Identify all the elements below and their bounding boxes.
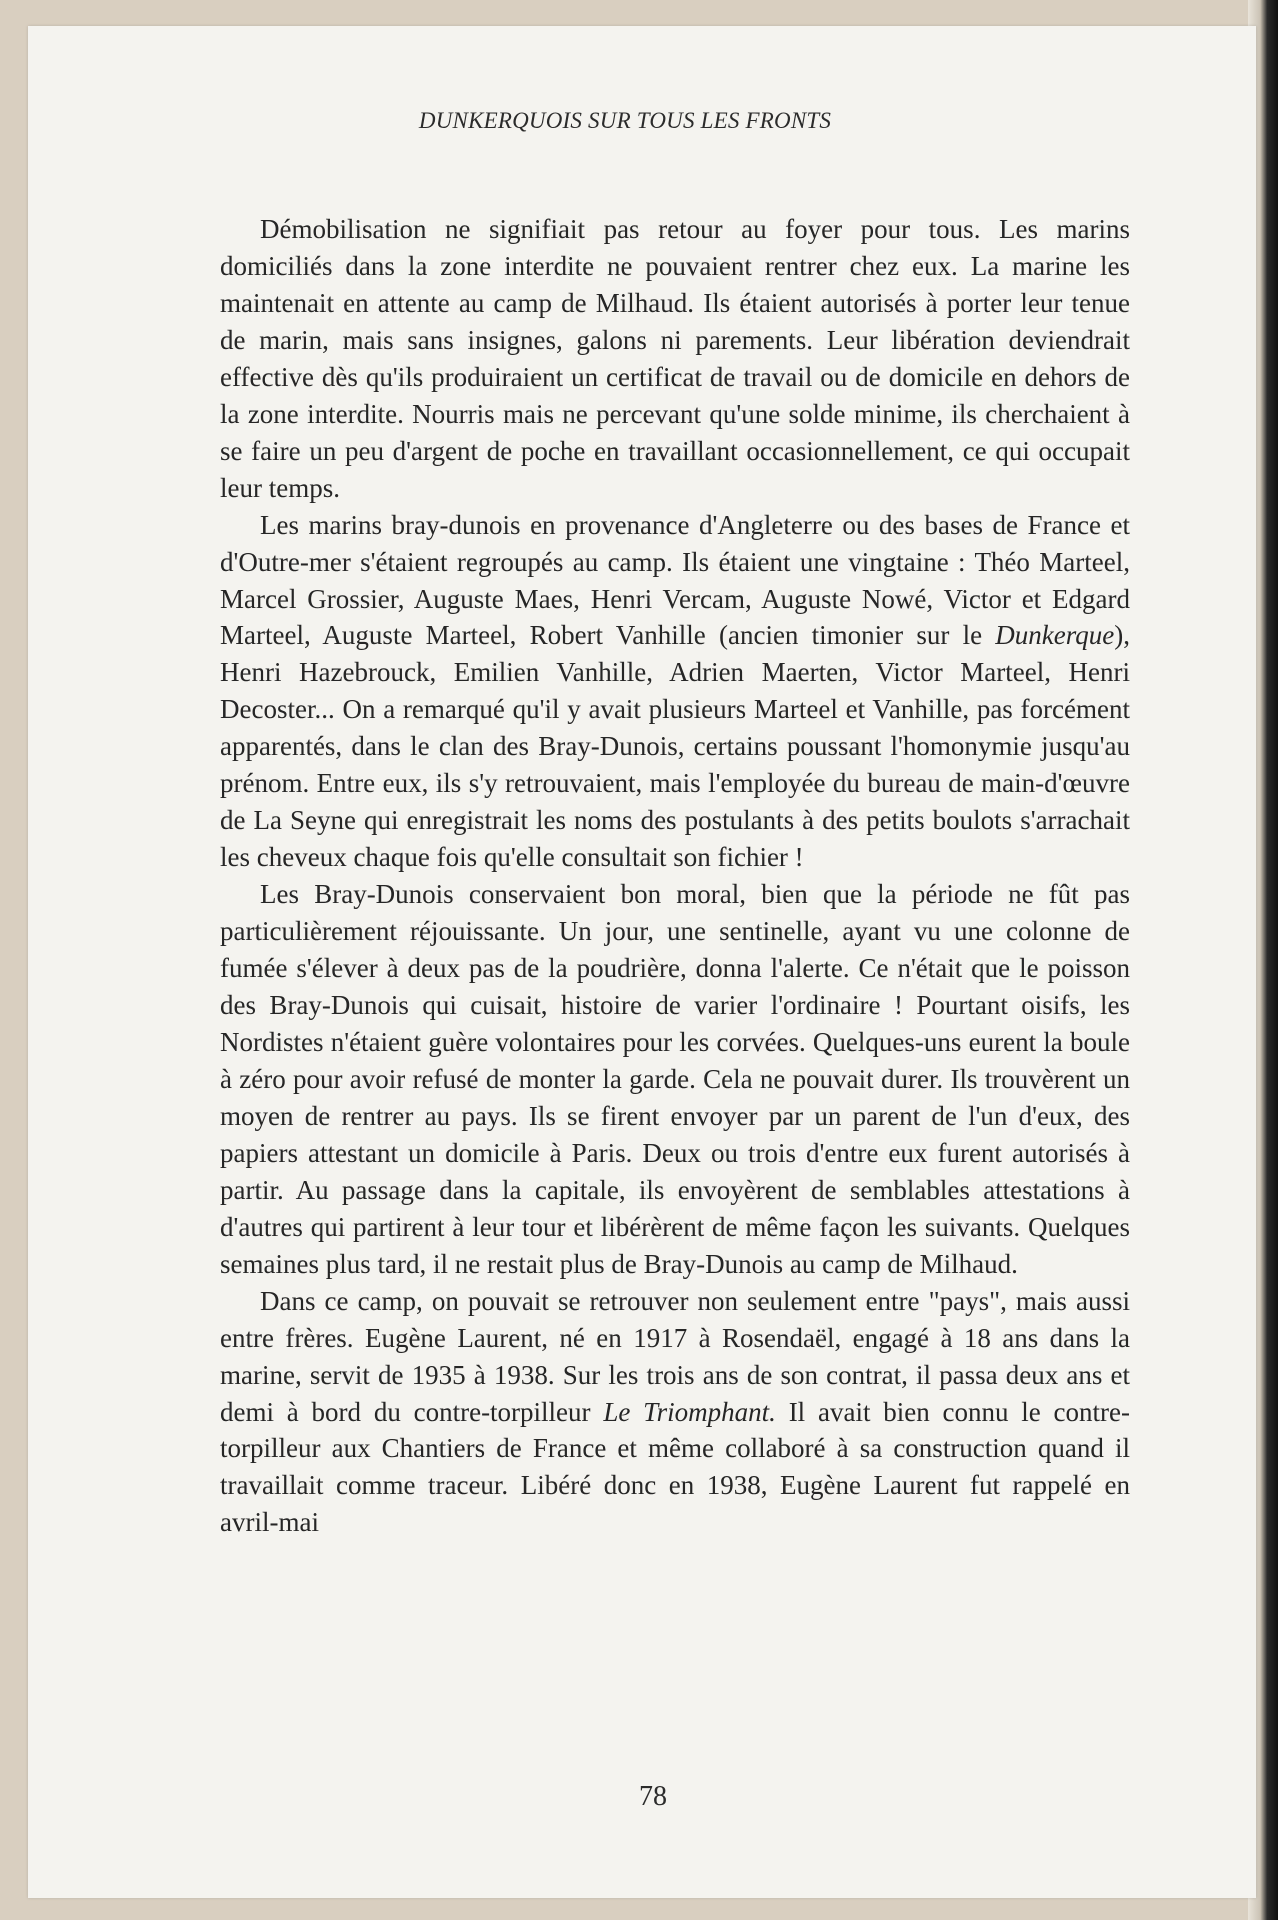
paragraph-4-part-a: Dans ce camp, on pouvait se retrouver non seulement entre "pays", mais aussi entre frères. Eugène Laurent, né en 1917 à Rosendaël, engagé à 18 ans dans la marine, servit de 1935 à 1938. Sur les trois ans de son contrat, il passa deux ans et demi à bord du contre-torpilleur xyxy=(220,1285,1130,1427)
paragraph-2 xyxy=(220,507,1130,877)
paragraph-4-part-b: Il avait bien connu le contre-torpilleur aux Chantiers de France et même collaboré à sa construction quand il travaillait comme traceur. Libéré donc en 1938, Eugène Laurent fut rappelé en avril-mai xyxy=(220,1396,1130,1538)
running-head: DUNKERQUOIS SUR TOUS LES FRONTS xyxy=(418,108,832,133)
paragraph-2-part-b: ), Henri Hazebrouck, Emilien Vanhille, Adrien Maerten, Victor Marteel, Henri Decoster... On a remarqué qu'il y avait plusieurs Marteel et Vanhille, pas forcément apparentés, dans le clan des Bray-Dunois, certains poussant l'homonymie jusqu'au prénom. Entre eux, ils s'y retrouvaient, mais l'employée du bureau de main-d'œuvre de La Seyne qui enregistrait les noms des postulants à des petits boulots s'arrachait les cheveux chaque fois qu'elle consultait son fichier ! xyxy=(220,620,1130,873)
paragraph-1: Démobilisation ne signifiait pas retour au foyer pour tous. Les marins domiciliés dans la zone interdite ne pouvaient rentrer chez eux. La marine les maintenait en attente au camp de Milhaud. Ils étaient autorisés à porter leur tenue de marin, mais sans insignes, galons ni parements. Leur libération deviendrait effective dès qu'ils produiraient un certificat de travail ou de domicile en dehors de la zone interdite. Nourris mais ne percevant qu'une solde minime, ils cherchaient à se faire un peu d'argent de poche en travaillant occasionnellement, ce qui occupait leur temps. xyxy=(220,214,1130,503)
ship-name-dunkerque: Dunkerque xyxy=(995,620,1115,651)
page-number: 78 xyxy=(639,1781,667,1812)
paragraph-2-part-a: Les marins bray-dunois en provenance d'Angleterre ou des bases de France et d'Outre-mer s'étaient regroupés au camp. Ils étaient une vingtaine : Théo Marteel, Marcel Grossier, Auguste Maes, Henri Vercam, Auguste Nowé, Victor et Edgard Marteel, Auguste Marteel, Robert Vanhille (ancien timonier sur le xyxy=(220,509,1130,651)
body-text xyxy=(220,211,1130,1541)
ship-name-le-triomphant: Le Triomphant. xyxy=(603,1396,776,1427)
book-spine xyxy=(1260,0,1278,1920)
paragraph-3: Les Bray-Dunois conservaient bon moral, bien que la période ne fût pas particulièrement réjouissante. Un jour, une sentinelle, ayant vu une colonne de fumée s'élever à deux pas de la poudrière, donna l'alerte. Ce n'était que le poisson des Bray-Dunois qui cuisait, histoire de varier l'ordinaire ! Pourtant oisifs, les Nordistes n'étaient guère volontaires pour les corvées. Quelques-uns eurent la boule à zéro pour avoir refusé de monter la garde. Cela ne pouvait durer. Ils trouvèrent un moyen de rentrer au pays. Ils se firent envoyer par un parent de l'un d'eux, des papiers attestant un domicile à Paris. Deux ou trois d'entre eux furent autorisés à partir. Au passage dans la capitale, ils envoyèrent de semblables attestations à d'autres qui partirent à leur tour et libérèrent de même façon les suivants. Quelques semaines plus tard, il ne restait plus de Bray-Dunois au camp de Milhaud. xyxy=(220,879,1130,1279)
paragraph-4 xyxy=(220,1283,1130,1542)
